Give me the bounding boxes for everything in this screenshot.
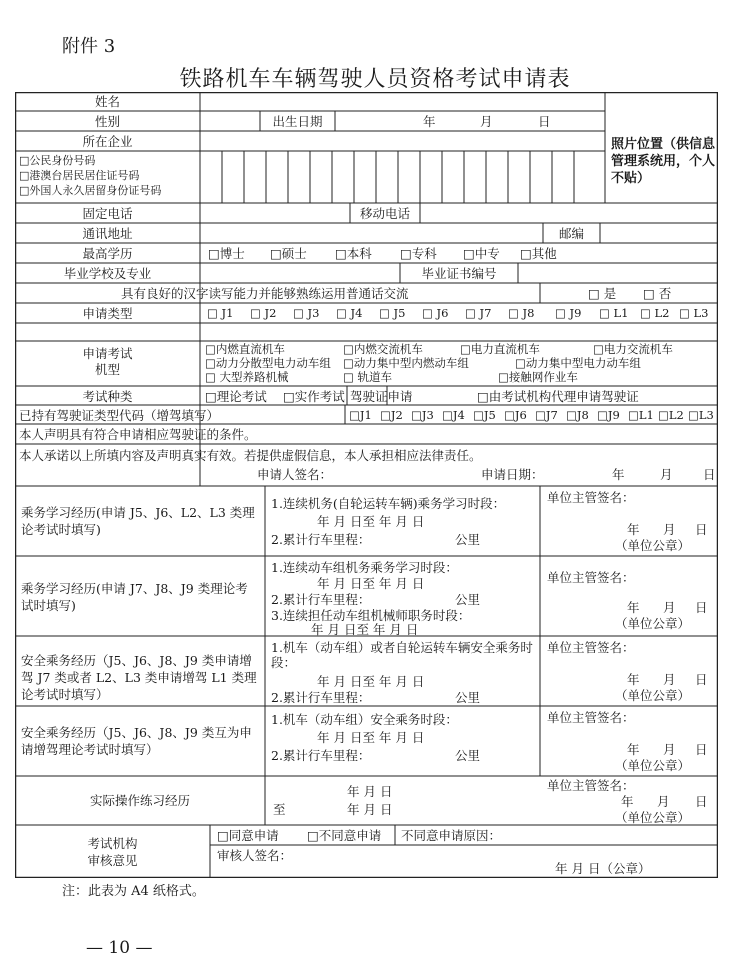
- reviewer-sign-label: 审核人签名：: [217, 848, 293, 863]
- license-l1[interactable]: □ L1: [599, 306, 629, 320]
- license-j9[interactable]: □ J9: [555, 306, 582, 320]
- review-date-seal: 年 月 日（公章）: [555, 861, 651, 876]
- experience-4-line1: 1.机车（动车组）安全乘务时段：: [271, 712, 458, 727]
- experience-4-date-month: 月: [663, 742, 676, 757]
- mandarin-statement: 具有良好的汉字读写能力并能够熟练运用普通话交流: [121, 286, 409, 301]
- practice-title: 实际操作练习经历: [89, 793, 190, 808]
- held-license-label: 已持有驾驶证类型代码（增驾填写）: [19, 408, 220, 423]
- practice-date-year: 年: [621, 794, 634, 809]
- exam-kind-practical[interactable]: □实作考试: [283, 389, 345, 404]
- model-diesel-dc[interactable]: □内燃直流机车: [205, 342, 285, 356]
- model-emu-distributed[interactable]: □动力分散型电力动车组: [205, 356, 331, 370]
- id-type-hkmt[interactable]: □港澳台居民居住证号码: [19, 169, 140, 182]
- experience-2-period-2: 年 月 日至 年 月 日: [311, 622, 419, 637]
- experience-4-title: 安全乘务经历（J5、J6、J8、J9 类互为申请增驾理论考试时填写）: [21, 725, 252, 757]
- experience-1-unit-sign: 单位主管签名：: [547, 490, 635, 505]
- birth-year: 年: [423, 114, 436, 129]
- model-electric-ac[interactable]: □电力交流机车: [593, 342, 673, 356]
- model-rail-car[interactable]: □ 轨道车: [343, 370, 393, 384]
- held-l1[interactable]: □L1: [628, 408, 654, 422]
- experience-2-seal: （单位公章）: [615, 616, 691, 631]
- experience-3-date-year: 年: [627, 672, 640, 687]
- mandarin-no[interactable]: □ 否: [643, 286, 672, 301]
- held-l3[interactable]: □L3: [688, 408, 714, 422]
- org-review-label: 考试机构 审核意见: [87, 836, 138, 868]
- exam-kind-theory[interactable]: □理论考试: [205, 389, 267, 404]
- experience-4-date-day: 日: [695, 742, 708, 757]
- experience-3-unit-sign: 单位主管签名：: [547, 640, 635, 655]
- id-type-foreign[interactable]: □外国人永久居留身份证号码: [19, 184, 162, 197]
- experience-4-period: 年 月 日至 年 月 日: [317, 730, 425, 745]
- mandarin-yes[interactable]: □ 是: [588, 286, 617, 301]
- license-j4[interactable]: □ J4: [336, 306, 363, 320]
- applicant-sign-label: 申请人签名：: [257, 467, 333, 482]
- edu-option-master[interactable]: □硕士: [270, 246, 307, 261]
- gender-label: 性别: [94, 114, 120, 129]
- experience-1-date-year: 年: [627, 522, 640, 537]
- experience-3-period: 年 月 日至 年 月 日: [317, 674, 425, 689]
- model-dmu-concentrated[interactable]: □动力集中型内燃动车组: [343, 356, 469, 370]
- experience-4-km: 公里: [455, 748, 481, 763]
- experience-2-line1: 1.连续动车组机务乘务学习时段：: [271, 560, 458, 575]
- license-j7[interactable]: □ J7: [465, 306, 492, 320]
- birth-month: 月: [480, 114, 493, 129]
- practice-from: 年 月 日: [347, 784, 393, 799]
- practice-date-month: 月: [657, 794, 670, 809]
- model-diesel-ac[interactable]: □内燃交流机车: [343, 342, 423, 356]
- license-j3[interactable]: □ J3: [293, 306, 320, 320]
- license-l2[interactable]: □ L2: [640, 306, 670, 320]
- name-label: 姓名: [94, 94, 120, 109]
- address-label: 通讯地址: [82, 226, 133, 241]
- held-l2[interactable]: □L2: [658, 408, 684, 422]
- experience-1-mileage: 2.累计行车里程：: [271, 532, 371, 547]
- apply-date-label: 申请日期：: [481, 467, 544, 482]
- license-j8[interactable]: □ J8: [508, 306, 535, 320]
- attachment-label: 附件 3: [62, 36, 116, 57]
- experience-2-mileage: 2.累计行车里程：: [271, 592, 371, 607]
- edu-option-other[interactable]: □其他: [520, 246, 557, 261]
- experience-1-date-month: 月: [663, 522, 676, 537]
- apply-date-month: 月: [660, 467, 673, 482]
- practice-seal: （单位公章）: [615, 810, 691, 825]
- exam-kind-label: 考试种类: [82, 389, 133, 404]
- experience-1-seal: （单位公章）: [615, 538, 691, 553]
- declaration-truth: 本人承诺以上所填内容及声明真实有效。若提供虚假信息，本人承担相应法律责任。: [19, 448, 482, 463]
- school-label: 毕业学校及专业: [63, 266, 152, 281]
- held-j2[interactable]: □J2: [380, 408, 403, 422]
- name-field[interactable]: [201, 93, 604, 111]
- experience-2-date-month: 月: [663, 600, 676, 615]
- held-j9[interactable]: □J9: [597, 408, 620, 422]
- experience-4-date-year: 年: [627, 742, 640, 757]
- org-agree[interactable]: □同意申请: [217, 828, 279, 843]
- apply-date-year: 年: [612, 467, 625, 482]
- experience-3-km: 公里: [455, 690, 481, 705]
- license-l3[interactable]: □ L3: [679, 306, 709, 320]
- experience-2-line3: 3.连续担任动车组机械师职务时段：: [271, 608, 471, 623]
- model-emu-concentrated[interactable]: □动力集中型电力动车组: [515, 356, 641, 370]
- declaration-conditions: 本人声明具有符合申请相应驾驶证的条件。: [19, 427, 257, 442]
- practice-to: 年 月 日: [347, 802, 393, 817]
- org-reason-label: 不同意申请原因：: [401, 828, 502, 843]
- experience-3-mileage: 2.累计行车里程：: [271, 690, 371, 705]
- held-j1[interactable]: □J1: [349, 408, 372, 422]
- application-form: [15, 92, 718, 878]
- license-j5[interactable]: □ J5: [379, 306, 406, 320]
- page-number: — 10 —: [86, 938, 153, 958]
- exam-model-label: 申请考试 机型: [82, 346, 133, 377]
- org-disagree[interactable]: □不同意申请: [307, 828, 382, 843]
- footnote: 注：此表为 A4 纸格式。: [62, 884, 205, 899]
- form-title: 铁路机车车辆驾驶人员资格考试申请表: [179, 67, 571, 92]
- experience-2-date-year: 年: [627, 600, 640, 615]
- experience-2-date-day: 日: [695, 600, 708, 615]
- birth-day: 日: [538, 114, 551, 129]
- company-label: 所在企业: [82, 134, 133, 149]
- birth-label: 出生日期: [272, 114, 323, 129]
- photo-placeholder: 照片位置（供信息管理系统用，个人不贴）: [611, 137, 716, 186]
- edu-option-college[interactable]: □专科: [400, 246, 437, 261]
- held-j8[interactable]: □J8: [566, 408, 589, 422]
- experience-2-unit-sign: 单位主管签名：: [547, 570, 635, 585]
- experience-4-unit-sign: 单位主管签名：: [547, 710, 635, 725]
- model-catenary-car[interactable]: □接触网作业车: [498, 370, 578, 384]
- edu-option-bachelor[interactable]: □本科: [335, 246, 372, 261]
- practice-unit-sign: 单位主管签名：: [547, 778, 635, 793]
- mobile-label: 移动电话: [359, 206, 410, 221]
- license-j6[interactable]: □ J6: [422, 306, 449, 320]
- experience-3-line1: 1.机车（动车组）或者自轮运转车辆安全乘务时段：: [271, 640, 533, 670]
- education-label: 最高学历: [82, 246, 133, 261]
- held-j4[interactable]: □J4: [442, 408, 465, 422]
- edu-option-secondary[interactable]: □中专: [463, 246, 500, 261]
- license-j2[interactable]: □ J2: [250, 306, 277, 320]
- experience-1-period: 年 月 日至 年 月 日: [317, 514, 425, 529]
- experience-3-title: 安全乘务经历（J5、J6、J8、J9 类申请增驾 J7 类或者 L2、L3 类申请增驾 L1 类理论考试时填写）: [21, 653, 257, 702]
- experience-4-seal: （单位公章）: [615, 758, 691, 773]
- landline-label: 固定电话: [82, 206, 133, 221]
- experience-3-date-month: 月: [663, 672, 676, 687]
- practice-date-day: 日: [695, 794, 708, 809]
- experience-3-date-day: 日: [695, 672, 708, 687]
- experience-2-period: 年 月 日至 年 月 日: [317, 576, 425, 591]
- experience-1-line1: 1.连续机务(自轮运转车辆)乘务学习时段：: [271, 496, 506, 511]
- exam-kind-agent[interactable]: □由考试机构代理申请驾驶证: [477, 389, 639, 404]
- held-j3[interactable]: □J3: [411, 408, 434, 422]
- postcode-label: 邮编: [558, 226, 584, 241]
- experience-2-km: 公里: [455, 592, 481, 607]
- license-j1[interactable]: □ J1: [207, 306, 234, 320]
- experience-1-title: 乘务学习经历(申请 J5、J6、L2、L3 类理论考试时填写): [21, 505, 255, 537]
- id-type-citizen[interactable]: □公民身份号码: [19, 154, 96, 167]
- experience-1-date-day: 日: [695, 522, 708, 537]
- experience-4-mileage: 2.累计行车里程：: [271, 748, 371, 763]
- held-j6[interactable]: □J6: [504, 408, 527, 422]
- model-electric-dc[interactable]: □电力直流机车: [460, 342, 540, 356]
- held-j7[interactable]: □J7: [535, 408, 558, 422]
- cert-no-label: 毕业证书编号: [421, 266, 497, 281]
- edu-option-phd[interactable]: □博士: [208, 246, 245, 261]
- experience-2-title: 乘务学习经历(申请 J7、J8、J9 类理论考试时填写): [21, 581, 248, 613]
- experience-3-seal: （单位公章）: [615, 688, 691, 703]
- experience-1-km: 公里: [455, 532, 481, 547]
- apply-date-day: 日: [703, 467, 716, 482]
- held-j5[interactable]: □J5: [473, 408, 496, 422]
- exam-kind-license[interactable]: 驾驶证申请: [350, 389, 413, 404]
- model-track-machine[interactable]: □ 大型养路机械: [205, 370, 289, 384]
- practice-to-prefix: 至: [273, 802, 286, 817]
- apply-type-label: 申请类型: [82, 306, 133, 321]
